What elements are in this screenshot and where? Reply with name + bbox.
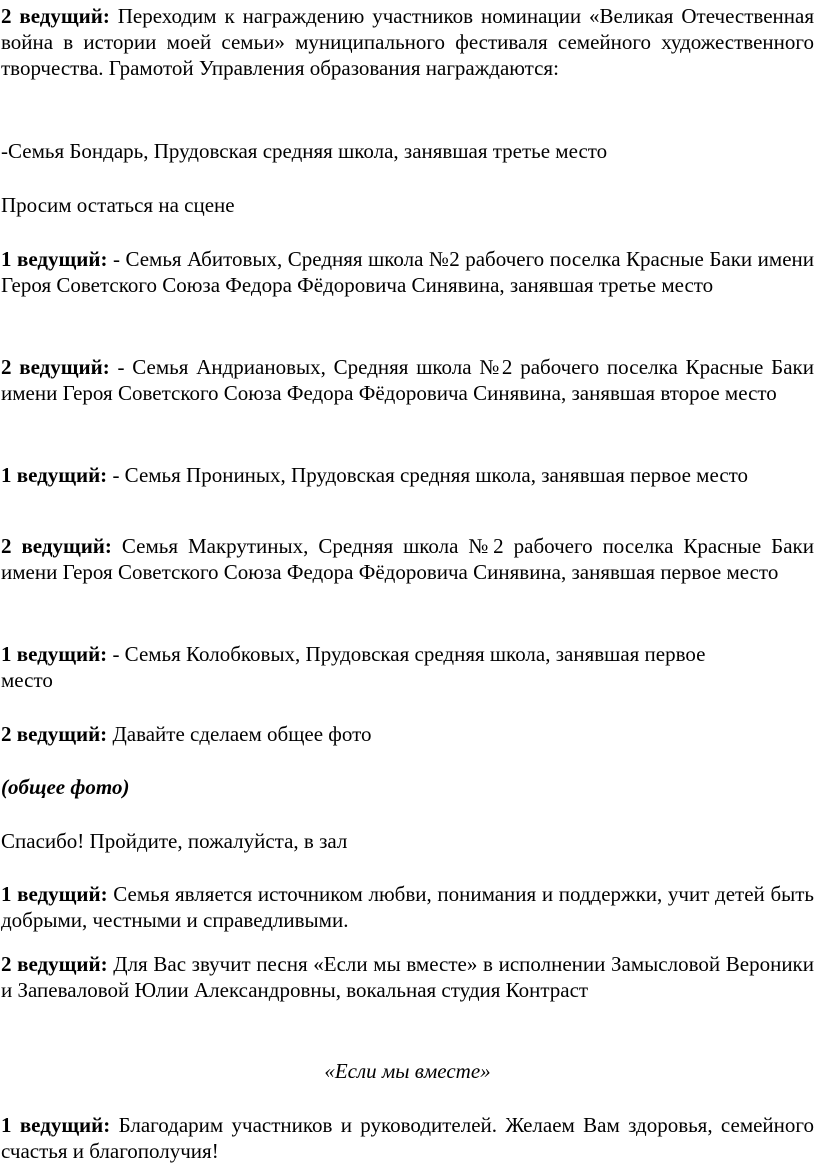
paragraph-text: Для Вас звучит песня «Если мы вместе» в исполнении Замысловой Вероники и Запеваловой Юлии Александровны, вокальная студия Контраст: [1, 952, 814, 1002]
paragraph-song-announcement: [1, 951, 814, 1003]
stage-direction-photo: [1, 774, 814, 800]
speaker-label: 2 ведущий:: [1, 952, 108, 976]
speaker-label: 2 ведущий:: [1, 4, 110, 28]
paragraph-stay-on-stage: [1, 192, 814, 218]
paragraph-text: Благодарим участников и руководителей. Желаем Вам здоровья, семейного счастья и благополучия!: [1, 1113, 814, 1163]
paragraph-text: -Семья Бондарь, Прудовская средняя школа, занявшая третье место: [1, 139, 608, 163]
paragraph-text: - Семья Колобковых, Прудовская средняя школа, занявшая первое место: [1, 642, 706, 692]
paragraph-announcement: [1, 3, 814, 81]
paragraph-andrianov: [1, 354, 814, 406]
song-title: [1, 1058, 814, 1084]
paragraph-pronin: [1, 462, 814, 488]
paragraph-family-source: [1, 881, 814, 933]
speaker-label: 1 ведущий:: [1, 463, 108, 487]
paragraph-bondar: [1, 138, 814, 164]
paragraph-text: Семья Макрутиных, Средняя школа №2 рабочего поселка Красные Баки имени Героя Советского Союза Федора Фёдоровича Синявина, занявшая первое место: [1, 534, 814, 584]
speaker-label: 2 ведущий:: [1, 534, 112, 558]
speaker-label: 2 ведущий:: [1, 355, 110, 379]
paragraph-thanks: [1, 828, 814, 854]
paragraph-makrutin: [1, 533, 814, 585]
speaker-label: 1 ведущий:: [1, 882, 108, 906]
paragraph-kolobkov: [1, 641, 761, 693]
song-title-text: «Если мы вместе»: [324, 1059, 491, 1083]
paragraph-text: Семья является источником любви, понимания и поддержки, учит детей быть добрыми, честными и справедливыми.: [1, 882, 814, 932]
speaker-label: 2 ведущий:: [1, 722, 108, 746]
paragraph-text: - Семья Прониных, Прудовская средняя школа, занявшая первое место: [107, 463, 749, 487]
paragraph-text: - Семья Абитовых, Средняя школа №2 рабочего поселка Красные Баки имени Героя Советского Союза Федора Фёдоровича Синявина, занявшая третье место: [1, 247, 815, 297]
paragraph-abitov: [1, 246, 814, 298]
paragraph-group-photo: [1, 721, 814, 747]
speaker-label: 1 ведущий:: [1, 1113, 111, 1137]
paragraph-text: - Семья Андриановых, Средняя школа №2 рабочего поселка Красные Баки имени Героя Советского Союза Федора Фёдоровича Синявина, занявшая второе место: [1, 355, 814, 405]
paragraph-text: Просим остаться на сцене: [1, 193, 235, 217]
paragraph-text: Переходим к награждению участников номинации «Великая Отечественная война в истории моей семьи» муниципального фестиваля семейного художественного творчества. Грамотой Управления образования награждаются:: [1, 4, 814, 80]
stage-direction-text: (общее фото): [1, 775, 130, 799]
paragraph-text: Давайте сделаем общее фото: [107, 722, 372, 746]
speaker-label: 1 ведущий:: [1, 247, 108, 271]
speaker-label: 1 ведущий:: [1, 642, 108, 666]
paragraph-text: Спасибо! Пройдите, пожалуйста, в зал: [1, 829, 348, 853]
paragraph-closing: [1, 1112, 814, 1164]
